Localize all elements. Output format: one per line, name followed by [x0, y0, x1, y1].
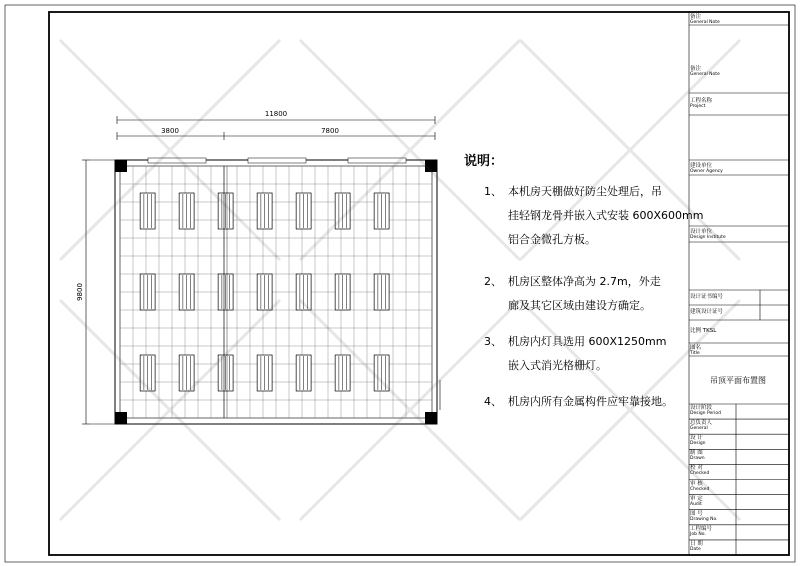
tb-label-en: General Note: [690, 20, 720, 25]
tb-label: 设计单位: [690, 229, 713, 235]
tb-label: 备注: [690, 14, 702, 20]
tb-sign-label-en: Date: [690, 546, 701, 552]
sheet-outer-border: [5, 5, 795, 562]
tb-label: 备注: [690, 66, 702, 72]
tb-sign-label: 工程编号: [690, 525, 713, 532]
tb-sign-label: 设计阶段: [690, 405, 713, 411]
tb-project: [690, 98, 786, 110]
tb-label-en: Owner Agency: [690, 169, 723, 174]
tb-sign-label: 日 期: [690, 540, 703, 547]
tb-label-en: Project: [690, 104, 706, 109]
tb-sign-label: 校 对: [690, 465, 703, 472]
column-bottom-left: [115, 412, 127, 424]
tb-designer: [690, 229, 786, 241]
tb-sign-row: [690, 420, 786, 432]
note-item-3: [484, 330, 666, 378]
dim-right-width: 7800: [321, 127, 339, 135]
tb-reg-no: [690, 309, 786, 315]
window-2: [248, 158, 306, 163]
note-number: 2、: [484, 275, 502, 288]
note-line: 铝合金微孔方板。: [508, 233, 596, 246]
column-bottom-right: [425, 412, 437, 424]
note-line: 本机房天棚做好防尘处理后，吊: [508, 185, 662, 198]
tb-sign-label-en: General: [690, 426, 708, 432]
tb-sign-row: [690, 541, 786, 553]
tb-scale: [690, 328, 786, 334]
tb-sign-label: 审 核: [690, 480, 703, 487]
tb-label: 工程名称: [690, 98, 713, 104]
tb-sign-label-en: Checked: [690, 471, 710, 477]
tb-sign-label: 审 定: [690, 495, 703, 502]
tb-sign-row: [690, 465, 786, 477]
tb-label-en: Title: [690, 351, 700, 356]
tb-label-en: General Note: [690, 72, 720, 77]
tb-sign-label-en: Audit: [690, 501, 702, 507]
tb-label-en: Design Institute: [690, 235, 726, 240]
note-item-2: [484, 270, 661, 318]
tb-general-note-2: [690, 66, 786, 78]
notes-heading: 说明：: [464, 154, 504, 169]
note-item-1: [484, 180, 703, 252]
note-line: 机房内灯具选用 600X1250mm: [508, 335, 667, 348]
tb-sign-label-en: Job No.: [690, 531, 706, 537]
tb-label: 建设单位: [690, 163, 713, 169]
tb-label: 图名: [690, 345, 702, 351]
note-number: 4、: [484, 395, 502, 408]
tb-sign-label: 设 计: [690, 435, 703, 442]
tb-sign-label: 图 号: [690, 510, 703, 517]
ceiling-plan: [115, 158, 440, 424]
tb-sign-row: [690, 496, 786, 508]
note-item-4: [484, 390, 673, 414]
tb-label: 设计证书编号: [690, 294, 724, 300]
tb-sign-row: [690, 435, 786, 447]
note-line: 机房区整体净高为 2.7m，外走: [508, 275, 661, 288]
tb-sign-label-en: Drawn: [690, 456, 705, 462]
tb-sign-label-en: Design Period: [690, 411, 721, 416]
tb-sign-label-en: Checked: [690, 486, 710, 492]
tb-sign-label-en: Drawing No.: [690, 516, 718, 522]
note-number: 3、: [484, 335, 502, 348]
tb-label: 比例 TKSL: [690, 328, 717, 334]
column-top-left: [115, 160, 127, 172]
tb-drawing-title: 吊顶平面布置图: [710, 376, 766, 385]
tb-label: 建筑设计证号: [690, 309, 724, 315]
note-line: 嵌入式消光格栅灯。: [508, 359, 607, 372]
tb-sign-label: 制 图: [690, 450, 703, 457]
tb-sign-row: [690, 481, 786, 493]
note-line: 挂轻钢龙骨并嵌入式安装 600X600mm: [508, 209, 704, 222]
note-line: 廊及其它区域由建设方确定。: [508, 299, 651, 312]
dim-left-width: 3800: [161, 127, 179, 135]
tb-sign-row: [690, 526, 786, 538]
tb-owner: [690, 163, 786, 175]
tb-cert-no: [690, 294, 786, 300]
tb-sign-row: [690, 511, 786, 523]
tb-sign-row: [690, 405, 786, 417]
tb-sign-row: [690, 450, 786, 462]
tb-drawing-label: [690, 345, 786, 357]
dim-height: 9800: [76, 283, 84, 301]
tb-sign-label-en: Design: [690, 441, 706, 447]
tb-general-note-1: [690, 14, 786, 26]
note-line: 机房内所有金属构件应牢靠接地。: [508, 395, 673, 408]
dim-total-width: 11800: [264, 110, 288, 118]
note-number: 1、: [484, 185, 502, 198]
tb-sign-label: 总负责人: [690, 420, 713, 427]
